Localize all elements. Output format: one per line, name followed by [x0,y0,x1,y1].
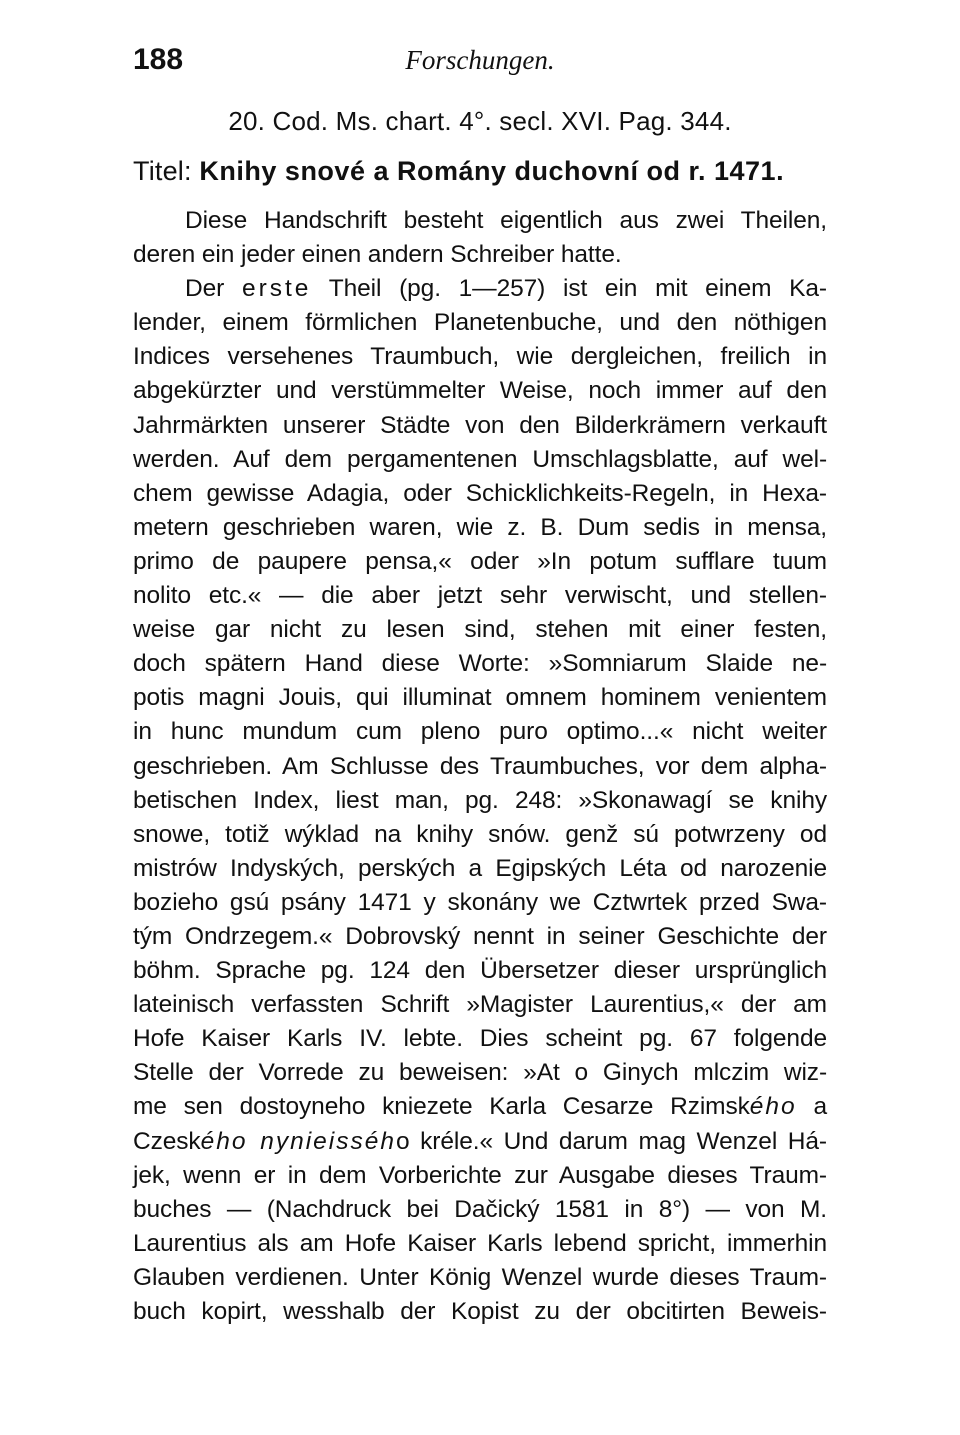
text-fragment: Der [185,275,225,303]
body-text [133,204,827,1329]
page-header [133,42,827,82]
text-fragment: me sen dostoyneho kniezete Karla Cesarze Rzimsk [133,1093,750,1121]
text-line: metern geschrieben waren, wie z. B. Dum sedis in mensa, [133,513,827,541]
text-line: lateinisch verfassten Schrift »Magister Laurentius,« der am [133,991,827,1019]
text-line: Stelle der Vorrede zu beweisen: »At o Ginych mlczim wiz- [133,1059,827,1087]
text-line: böhm. Sprache pg. 124 den Übersetzer dieser ursprünglich [133,957,827,985]
text-fragment: o kréle.« Und darum mag Wenzel Há- [395,1127,827,1155]
text-line: snowe, totiž wýklad na knihy snów. genž sú potwrzeny od [133,820,827,848]
text-line [133,1125,827,1159]
text-fragment: Czesk [133,1127,201,1155]
text-line: Glauben verdienen. Unter König Wenzel wurde dieses Traum- [133,1263,827,1291]
text-line [133,1090,827,1124]
text-line: in hunc mundum cum pleno puro optimo...« nicht weiter [133,718,827,746]
text-line: abgekürzter und verstümmelter Weise, noch immer auf den [133,377,827,405]
text-line: betischen Index, liest man, pg. 248: »Skonawagí se knihy [133,786,827,814]
text-line: geschrieben. Am Schlusse des Traumbuches, vor dem alpha- [133,752,827,780]
text-line: werden. Auf dem pergamentenen Umschlagsblatte, auf wel- [133,445,827,473]
italic-fragment: ého nynieisséh [200,1127,396,1155]
text-line: lender, einem förmlichen Planetenbuche, und den nöthigen [133,309,827,337]
text-line: buches — (Nachdruck bei Dačický 1581 in 8°) — von M. [133,1195,827,1223]
text-line: weise gar nicht zu lesen sind, stehen mit einer festen, [133,616,827,644]
text-line: Hofe Kaiser Karls IV. lebte. Dies scheint pg. 67 folgende [133,1025,827,1053]
running-title: Forschungen. [405,45,555,75]
emphasized-word: erste [241,275,312,303]
text-line: mistrów Indyských, perských a Egipských Léta od narozenie [133,854,827,882]
text-fragment: Theil (pg. 1—257) ist ein mit einem Ka- [328,275,827,303]
text-line: primo de paupere pensa,« oder »In potum sufflare tuum [133,547,827,575]
text-line: Jahrmärkten unserer Städte von den Bilderkrämern verkauft [133,411,827,439]
page-number: 188 [133,43,184,76]
text-line [133,272,827,306]
text-fragment: a [813,1093,827,1121]
titel-text: Knihy snové a Romány duchovní od r. 1471. [199,156,785,186]
codex-reference: 20. Cod. Ms. chart. 4°. secl. XVI. Pag. 344. [228,106,732,136]
text-line: Diese Handschrift besteht eigentlich aus zwei Theilen, [185,207,827,234]
text-line: tým Ondrzegem.« Dobrovský nennt in seiner Geschichte der [133,922,827,950]
text-line: bozieho gsú psány 1471 y skonány we Cztwrtek przed Swa- [133,888,827,916]
titel-label: Titel: [133,156,192,186]
text-line: potis magni Jouis, qui illuminat omnem hominem venientem [133,684,827,712]
text-line: chem gewisse Adagia, oder Schicklichkeits-Regeln, in Hexa- [133,479,827,507]
text-line: doch spätern Hand diese Worte: »Somniarum Slaide ne- [133,650,827,678]
italic-fragment: ého [749,1093,797,1121]
codex-title-line [133,154,827,188]
text-line: nolito etc.« — die aber jetzt sehr verwischt, und stellen- [133,582,827,610]
text-line: Laurentius als am Hofe Kaiser Karls lebend spricht, immerhin [133,1229,827,1257]
text-line: buch kopirt, wesshalb der Kopist zu der obcitirten Beweis- [133,1298,827,1325]
text-line: Indices versehenes Traumbuch, wie dergleichen, freilich in [133,343,827,371]
text-line: jek, wenn er in dem Vorberichte zur Ausgabe dieses Traum- [133,1161,827,1189]
text-line: deren ein jeder einen andern Schreiber hatte. [133,241,622,269]
